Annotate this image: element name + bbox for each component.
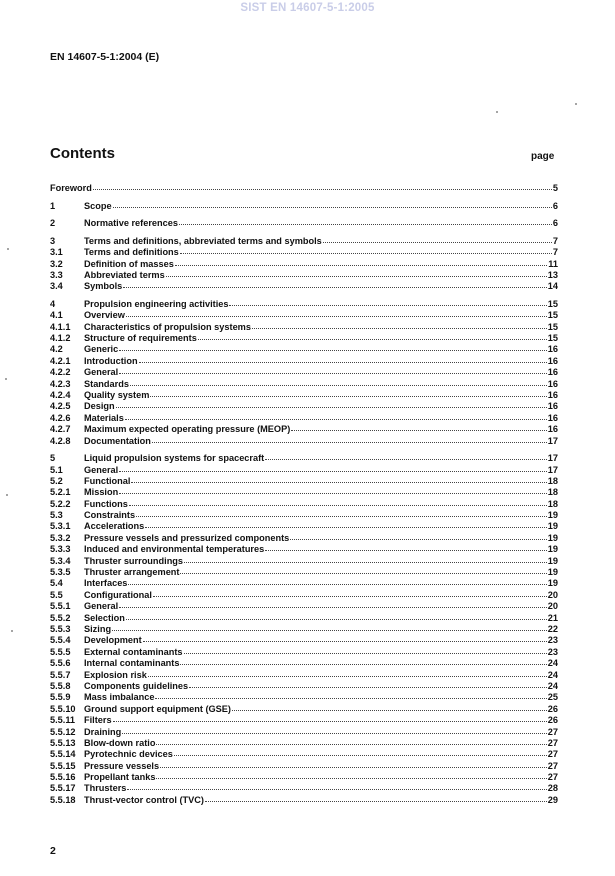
toc-dot-leader: [160, 759, 547, 768]
toc-entry-number: 4.2: [50, 344, 63, 355]
toc-entry-page: 15: [547, 321, 558, 332]
toc-entry-number: 5.5.18: [50, 794, 76, 805]
toc-entry-title: Propulsion engineering activities: [84, 298, 229, 309]
toc-entry-title: Design: [84, 401, 115, 412]
toc-entry-page: 17: [547, 435, 558, 446]
toc-dot-leader: [153, 588, 547, 597]
toc-entry[interactable]: [50, 182, 558, 193]
page-number: 2: [50, 845, 56, 857]
toc-entry-title: Selection: [84, 612, 125, 623]
toc-entry-title: Thrusters: [84, 783, 127, 794]
toc-entry-title: Draining: [84, 726, 122, 737]
toc-entry-page: 16: [547, 378, 558, 389]
toc-entry-title: Thrust-vector control (TVC): [84, 794, 204, 805]
toc-entry-number: 5.5.6: [50, 658, 71, 669]
toc-dot-leader: [179, 216, 552, 225]
toc-dot-leader: [129, 497, 547, 506]
toc-entry-page: 20: [547, 601, 558, 612]
toc-entry-page: 27: [547, 760, 558, 771]
toc-entry-number: 3.2: [50, 258, 63, 269]
toc-entry-number: 5.3.3: [50, 544, 71, 555]
toc-entry-page: 19: [547, 567, 558, 578]
toc-entry-title: Generic: [84, 344, 119, 355]
toc-entry-title: Abbreviated terms: [84, 269, 165, 280]
toc-entry-number: 4.2.4: [50, 390, 71, 400]
toc-dot-leader: [291, 422, 547, 431]
toc-entry-number: 5.5.7: [50, 669, 71, 680]
toc-entry-page: 13: [547, 269, 558, 280]
toc-dot-leader: [152, 434, 547, 443]
toc-dot-leader: [123, 279, 546, 288]
toc-entry-page: 14: [547, 281, 558, 292]
toc-entry-title: Explosion risk: [84, 669, 147, 680]
toc-entry-page: 16: [547, 401, 558, 412]
page-column-header: page: [531, 151, 555, 162]
toc-dot-leader: [119, 342, 547, 351]
toc-entry-page: 7: [552, 235, 558, 246]
toc-dot-leader: [323, 234, 552, 243]
toc-entry-number: 4.1.1: [50, 321, 71, 332]
toc-entry-page: 15: [547, 333, 558, 344]
toc-entry-number: 5.5.9: [50, 692, 71, 703]
toc-dot-leader: [174, 747, 547, 756]
toc-entry-page: 26: [547, 703, 558, 714]
toc-entry-page: 16: [547, 390, 558, 400]
toc-entry-number: 5.5: [50, 589, 63, 600]
toc-entry-page: 18: [547, 498, 558, 509]
toc-entry-page: 25: [547, 692, 558, 703]
toc-entry-title: General: [84, 601, 119, 612]
toc-entry-number: 5.3.5: [50, 567, 71, 578]
toc-entry-title: Maximum expected operating pressure (MEOP): [84, 424, 291, 435]
toc-entry-page: 24: [547, 680, 558, 691]
toc-dot-leader: [265, 451, 547, 460]
toc-entry-number: 2: [50, 218, 56, 229]
toc-dot-leader: [131, 474, 546, 483]
toc-entry-number: 5.5.3: [50, 624, 71, 634]
toc-dot-leader: [180, 656, 546, 665]
toc-entry-number: 5.5.4: [50, 635, 71, 646]
toc-entry-number: 5.4: [50, 578, 63, 589]
toc-entry-title: Development: [84, 635, 142, 646]
toc-entry-title: Blow-down ratio: [84, 737, 156, 748]
toc-entry-title: Structure of requirements: [84, 333, 197, 344]
toc-entry-number: 5.5.14: [50, 749, 76, 760]
toc-entry-number: 5.5.11: [50, 715, 76, 726]
toc-entry-page: 18: [547, 475, 558, 486]
toc-dot-leader: [113, 199, 552, 208]
toc-dot-leader: [184, 554, 547, 563]
toc-dot-leader: [145, 519, 547, 528]
toc-entry-title: Scope: [84, 200, 112, 211]
toc-dot-leader: [126, 308, 547, 317]
toc-dot-leader: [93, 181, 552, 190]
toc-entry-number: 4.2.3: [50, 378, 71, 389]
toc-entry-number: 5.2: [50, 475, 63, 486]
toc-entry-title: Pressure vessels and pressurized components: [84, 532, 290, 543]
toc-entry-number: 4.1.2: [50, 333, 71, 344]
toc-entry-title: Internal contaminants: [84, 658, 180, 669]
toc-entry-number: 3: [50, 235, 56, 246]
toc-dot-leader: [175, 257, 547, 266]
toc-entry-title: Ground support equipment (GSE): [84, 703, 231, 714]
toc-entry-title: Overview: [84, 310, 125, 321]
toc-entry-page: 27: [547, 772, 558, 783]
toc-entry-number: 5.3.4: [50, 555, 71, 566]
toc-entry-page: 24: [547, 658, 558, 669]
toc-entry-title: Terms and definitions: [84, 247, 179, 258]
scan-speck: [6, 494, 8, 496]
toc-dot-leader: [127, 781, 546, 790]
scan-speck: [7, 248, 9, 250]
scan-speck: [496, 111, 498, 113]
toc-entry-title: Standards: [84, 378, 129, 389]
toc-dot-leader: [229, 297, 546, 306]
toc-entry-title: Propellant tanks: [84, 772, 156, 783]
toc-entry-page: 19: [547, 578, 558, 589]
toc-entry-title: General: [84, 464, 119, 475]
toc-entry-number: 4: [50, 298, 56, 309]
toc-entry-page: 18: [547, 487, 558, 498]
toc-entry-title: Interfaces: [84, 578, 128, 589]
toc-entry-number: 4.2.8: [50, 435, 71, 446]
toc-dot-leader: [156, 770, 546, 779]
toc-entry-page: 29: [547, 794, 558, 805]
scan-speck: [11, 630, 13, 632]
toc-entry-title: Pressure vessels: [84, 760, 160, 771]
toc-dot-leader: [189, 679, 547, 688]
toc-entry-page: 27: [547, 737, 558, 748]
toc-entry-number: 5.3.2: [50, 532, 71, 543]
toc-entry-page: 28: [547, 783, 558, 794]
toc-dot-leader: [252, 320, 547, 329]
toc-entry-page: 16: [547, 344, 558, 355]
toc-entry-page: 5: [552, 183, 558, 193]
toc-entry-page: 15: [547, 298, 558, 309]
toc-entry-title: Terms and definitions, abbreviated terms and symbols: [84, 235, 322, 246]
toc-entry-number: 5.5.8: [50, 680, 71, 691]
toc-entry-page: 16: [547, 355, 558, 366]
toc-dot-leader: [143, 633, 547, 642]
toc-dot-leader: [148, 668, 547, 677]
toc-entry-number: 5.5.2: [50, 612, 71, 623]
toc-entry-title: Constraints: [84, 510, 136, 521]
toc-dot-leader: [156, 736, 546, 745]
toc-dot-leader: [119, 485, 547, 494]
toc-entry-number: 5.3.1: [50, 521, 71, 532]
toc-entry-title: Accelerations: [84, 521, 145, 532]
toc-entry[interactable]: [50, 435, 558, 446]
toc-entry-number: 4.2.6: [50, 412, 71, 423]
toc-entry-page: 23: [547, 635, 558, 646]
toc-entry-title: Foreword: [50, 183, 92, 193]
toc-entry-title: Pyrotechnic devices: [84, 749, 173, 760]
toc-entry-number: 5.5.12: [50, 726, 76, 737]
toc-dot-leader: [128, 576, 546, 585]
toc-dot-leader: [130, 377, 547, 386]
toc-entry-title: Quality system: [84, 390, 150, 400]
toc-entry-page: 20: [547, 589, 558, 600]
toc-entry-page: 16: [547, 412, 558, 423]
toc-dot-leader: [265, 542, 547, 551]
toc-entry-title: Functions: [84, 498, 128, 509]
toc-dot-leader: [119, 599, 547, 608]
toc-entry-page: 11: [548, 258, 558, 269]
toc-dot-leader: [112, 622, 547, 631]
toc-entry-number: 3.4: [50, 281, 63, 292]
toc-entry-page: 26: [547, 715, 558, 726]
toc-dot-leader: [136, 508, 547, 517]
watermark: SIST EN 14607-5-1:2005: [240, 2, 375, 14]
toc-entry-number: 5.5.1: [50, 601, 71, 612]
toc-entry-title: Normative references: [84, 218, 178, 229]
toc-entry[interactable]: [50, 794, 558, 805]
toc-entry-page: 27: [547, 749, 558, 760]
toc-entry-number: 4.2.7: [50, 424, 71, 435]
toc-entry-number: 5.2.1: [50, 487, 71, 498]
toc-entry-number: 5.3: [50, 510, 63, 521]
toc-dot-leader: [155, 690, 546, 699]
toc-entry-number: 5.5.17: [50, 783, 76, 794]
toc-dot-leader: [180, 245, 552, 254]
toc-entry-title: Definition of masses: [84, 258, 174, 269]
toc-entry-title: Thruster arrangement: [84, 567, 180, 578]
toc-entry-page: 22: [547, 624, 558, 634]
toc-entry-number: 5.2.2: [50, 498, 71, 509]
toc-dot-leader: [126, 611, 547, 620]
scan-speck: [5, 378, 7, 380]
toc-entry-title: Induced and environmental temperatures: [84, 544, 265, 555]
toc-entry-title: Materials: [84, 412, 124, 423]
toc-entry-number: 4.2.2: [50, 367, 71, 378]
toc-entry-page: 17: [547, 453, 558, 464]
toc-dot-leader: [150, 388, 546, 397]
toc-entry-title: Thruster surroundings: [84, 555, 184, 566]
toc-dot-leader: [180, 565, 546, 574]
toc-entry-number: 5.5.15: [50, 760, 76, 771]
toc-entry-page: 27: [547, 726, 558, 737]
toc-entry-title: Components guidelines: [84, 680, 189, 691]
toc-entry[interactable]: [50, 280, 558, 291]
document-id: EN 14607-5-1:2004 (E): [50, 51, 160, 63]
toc-entry-number: 4.1: [50, 310, 63, 321]
toc-entry-title: Configurational: [84, 589, 152, 600]
toc-dot-leader: [125, 411, 547, 420]
toc-entry-title: Documentation: [84, 435, 151, 446]
toc-entry-number: 5.5.13: [50, 737, 76, 748]
toc-entry-number: 5.5.16: [50, 772, 76, 783]
toc-entry-title: External contaminants: [84, 646, 183, 657]
toc-dot-leader: [205, 793, 547, 802]
toc-entry-title: Mission: [84, 487, 119, 498]
toc-dot-leader: [184, 645, 547, 654]
toc-entry-page: 16: [547, 367, 558, 378]
toc-entry-number: 4.2.5: [50, 401, 71, 412]
toc-entry-title: Symbols: [84, 281, 123, 292]
toc-entry-number: 5.1: [50, 464, 63, 475]
toc-dot-leader: [198, 331, 547, 340]
toc-entry-page: 19: [547, 521, 558, 532]
toc-dot-leader: [119, 463, 547, 472]
toc-dot-leader: [122, 725, 547, 734]
page-title: Contents: [50, 145, 115, 162]
toc-entry-number: 1: [50, 200, 56, 211]
toc-dot-leader: [119, 365, 547, 374]
toc-entry[interactable]: [50, 200, 558, 211]
toc-entry-number: 5.5.5: [50, 646, 71, 657]
toc-dot-leader: [232, 702, 547, 711]
toc-entry-number: 3.1: [50, 247, 63, 258]
toc-entry-page: 19: [547, 555, 558, 566]
toc-entry-title: Liquid propulsion systems for spacecraft: [84, 453, 265, 464]
toc-entry-page: 6: [552, 200, 558, 211]
toc-entry-page: 23: [547, 646, 558, 657]
toc-entry-title: Filters: [84, 715, 112, 726]
table-of-contents: [50, 182, 558, 805]
toc-entry-number: 3.3: [50, 269, 63, 280]
toc-entry-page: 21: [547, 612, 558, 623]
toc-entry-number: 4.2.1: [50, 355, 71, 366]
toc-entry-page: 16: [547, 424, 558, 435]
toc-entry-page: 19: [547, 544, 558, 555]
toc-entry-page: 24: [547, 669, 558, 680]
toc-entry-title: Characteristics of propulsion systems: [84, 321, 251, 332]
toc-entry-title: Functional: [84, 475, 131, 486]
toc-entry-page: 17: [547, 464, 558, 475]
toc-entry-title: Sizing: [84, 624, 112, 634]
toc-entry-page: 15: [547, 310, 558, 321]
toc-entry-title: Introduction: [84, 355, 138, 366]
toc-entry-page: 6: [552, 218, 558, 229]
toc-dot-leader: [166, 268, 547, 277]
toc-entry-title: Mass imbalance: [84, 692, 155, 703]
toc-dot-leader: [116, 399, 547, 408]
toc-entry-title: General: [84, 367, 119, 378]
toc-dot-leader: [290, 531, 546, 540]
toc-dot-leader: [113, 713, 547, 722]
scan-speck: [575, 103, 577, 105]
toc-entry-page: 19: [547, 532, 558, 543]
toc-dot-leader: [139, 354, 547, 363]
toc-entry-number: 5: [50, 453, 56, 464]
toc-entry-page: 7: [552, 247, 558, 258]
toc-entry-page: 19: [547, 510, 558, 521]
toc-entry-number: 5.5.10: [50, 703, 76, 714]
toc-entry[interactable]: [50, 217, 558, 228]
